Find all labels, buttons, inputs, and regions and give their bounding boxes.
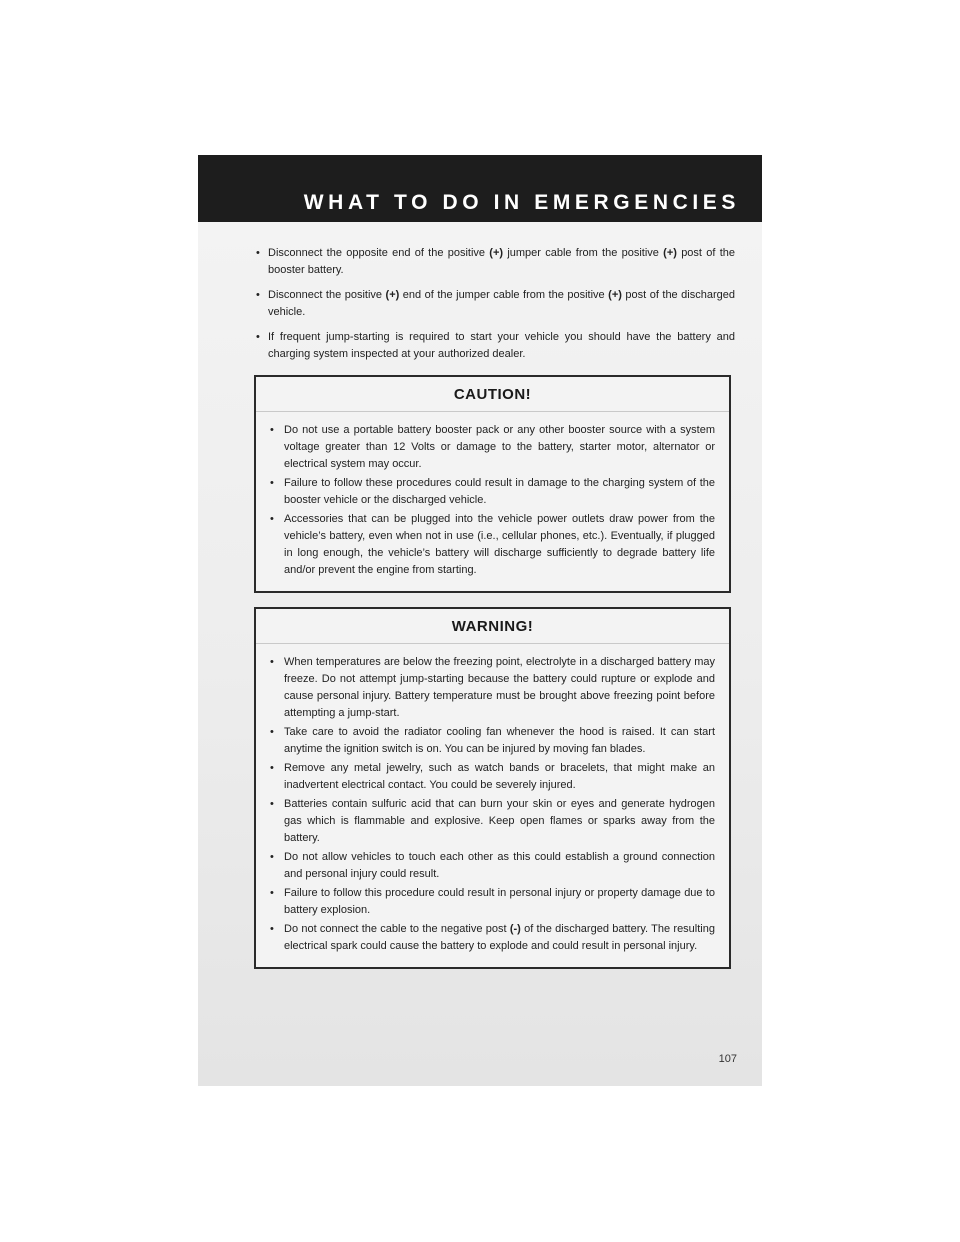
warning-title: WARNING! [256, 609, 729, 644]
page-content [255, 245, 735, 983]
warning-items [270, 654, 715, 955]
item-text: Failure to follow these procedures could result in damage to the charging system of the booster vehicle or the discharged vehicle. [284, 477, 715, 506]
bullet-marker: • [270, 887, 274, 899]
item-text: jumper cable from the positive [503, 247, 664, 259]
item-text: Disconnect the positive [268, 289, 386, 301]
item-text: Do not connect the cable to the negative post [284, 923, 510, 935]
bullet-marker: • [270, 477, 274, 489]
item-text: If frequent jump-starting is required to start your vehicle you should have the battery and charging system inspected at your authorized dealer. [268, 331, 735, 360]
bullet-marker: • [270, 798, 274, 810]
item-text: of the discharged battery. The resulting electrical spark could cause the battery to explode and could result in personal injury. [284, 923, 715, 952]
warning-item [270, 760, 715, 794]
item-text: end of the jumper cable from the positive [399, 289, 609, 301]
warning-item [270, 849, 715, 883]
bullet-marker: • [256, 289, 260, 301]
polarity-symbol: (+) [663, 247, 677, 259]
caution-item [270, 511, 715, 579]
warning-item [270, 796, 715, 847]
item-text: Do not allow vehicles to touch each other as this could establish a ground connection and personal injury could result. [284, 851, 715, 880]
item-text: Accessories that can be plugged into the vehicle power outlets draw power from the vehicle’s battery, even when not in use (i.e., cellular phones, etc.). Eventually, if plugged in long enough, the vehicle’s battery will discharge sufficiently to degrade battery life and/or prevent the engine from starting. [284, 513, 715, 576]
caution-title: CAUTION! [256, 377, 729, 412]
item-text: post of the booster battery. [268, 247, 735, 276]
item-text: post of the discharged vehicle. [268, 289, 735, 318]
procedure-step [255, 245, 735, 279]
procedure-step [255, 329, 735, 363]
page-number: 107 [718, 1053, 737, 1065]
caution-box [254, 375, 731, 593]
warning-box [254, 607, 731, 969]
item-text: Batteries contain sulfuric acid that can burn your skin or eyes and generate hydrogen gas which is flammable and explosive. Keep open flames or sparks away from the battery. [284, 798, 715, 844]
warning-item [270, 654, 715, 722]
section-title: WHAT TO DO IN EMERGENCIES [303, 191, 740, 214]
warning-item [270, 724, 715, 758]
procedure-steps [255, 245, 735, 363]
item-text: Disconnect the opposite end of the positive [268, 247, 490, 259]
item-text: Do not use a portable battery booster pack or any other booster source with a system voltage greater than 12 Volts or damage to the battery, starter motor, alternator or electrical system may occur. [284, 424, 715, 470]
warning-item [270, 921, 715, 955]
bullet-marker: • [270, 424, 274, 436]
caution-item [270, 422, 715, 473]
bullet-marker: • [270, 762, 274, 774]
warning-item [270, 885, 715, 919]
bullet-marker: • [270, 656, 274, 668]
caution-item [270, 475, 715, 509]
polarity-symbol: (-) [509, 923, 521, 935]
bullet-marker: • [256, 331, 260, 343]
polarity-symbol: (+) [489, 247, 504, 259]
bullet-marker: • [270, 851, 274, 863]
item-text: Remove any metal jewelry, such as watch bands or bracelets, that might make an inadvertent electrical contact. You could be severely injured. [284, 762, 715, 791]
section-header-band [198, 155, 762, 222]
item-text: When temperatures are below the freezing point, electrolyte in a discharged battery may freeze. Do not attempt jump-starting because the battery could rupture or explode and cause personal injury. Battery temperature must be brought above freezing point before attempting a jump-start. [284, 656, 715, 719]
bullet-marker: • [270, 513, 274, 525]
manual-page [198, 155, 762, 1086]
procedure-step [255, 287, 735, 321]
caution-items [270, 422, 715, 579]
bullet-marker: • [270, 923, 274, 935]
polarity-symbol: (+) [385, 289, 400, 301]
item-text: Failure to follow this procedure could result in personal injury or property damage due to battery explosion. [284, 887, 715, 916]
item-text: Take care to avoid the radiator cooling fan whenever the hood is raised. It can start anytime the ignition switch is on. You can be injured by moving fan blades. [284, 726, 715, 755]
bullet-marker: • [270, 726, 274, 738]
bullet-marker: • [256, 247, 260, 259]
polarity-symbol: (+) [608, 289, 622, 301]
